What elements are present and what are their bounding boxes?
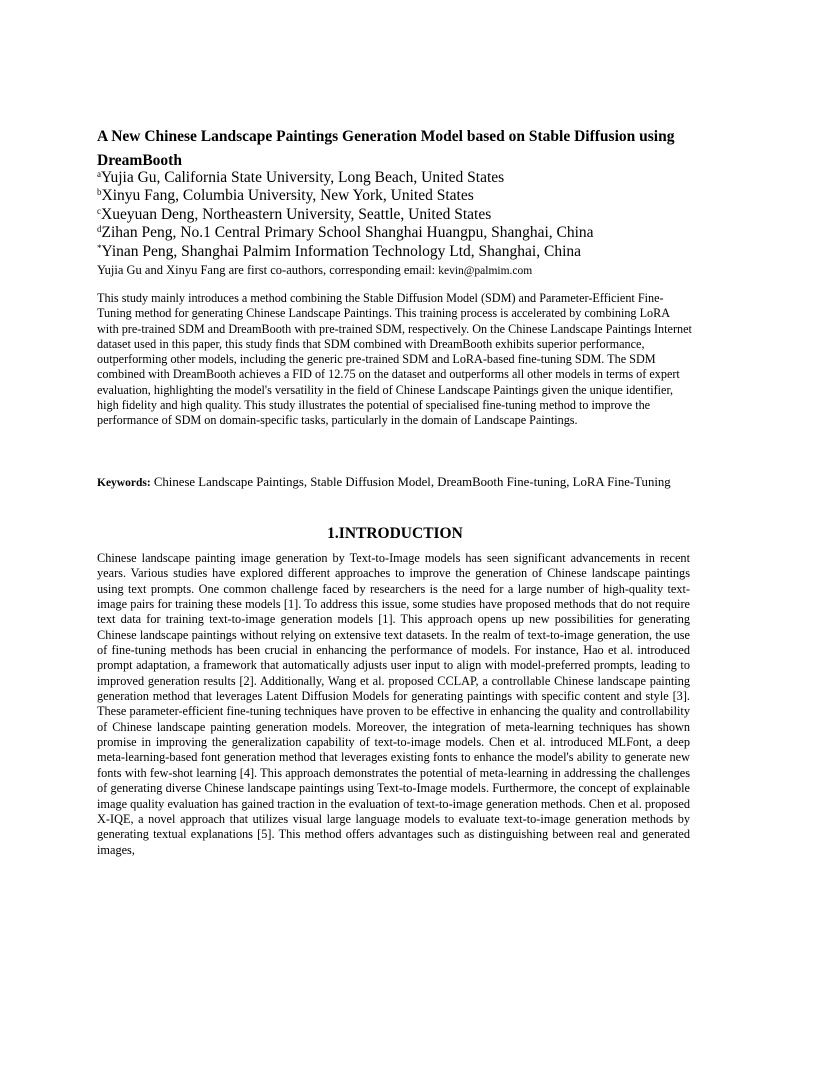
affiliation-marker: d bbox=[97, 224, 102, 235]
affiliation-marker: * bbox=[97, 242, 102, 253]
keywords-text: Chinese Landscape Paintings, Stable Diffusion Model, DreamBooth Fine-tuning, LoRA Fine-Tuning bbox=[153, 475, 671, 489]
author-text: Zihan Peng, No.1 Central Primary School Shanghai Huangpu, Shanghai, China bbox=[101, 224, 594, 242]
coauthor-note-text: Yujia Gu and Xinyu Fang are first co-authors, corresponding email: bbox=[97, 263, 439, 277]
author-text: Yujia Gu, California State University, Long Beach, United States bbox=[101, 169, 505, 186]
author-list bbox=[97, 169, 737, 261]
author-text: Xueyuan Deng, Northeastern University, Seattle, United States bbox=[101, 205, 492, 223]
coauthor-note bbox=[97, 261, 737, 280]
author-affiliation bbox=[97, 169, 737, 187]
author-affiliation bbox=[97, 206, 737, 224]
abstract: This study mainly introduces a method combining the Stable Diffusion Model (SDM) and Parameter-Efficient Fine-Tuning method for generating Chinese Landscape Paintings. This training process is accelerated by combining LoRA with pre-trained SDM and DreamBooth with pre-trained SDM, respectively. On the Chinese Landscape Paintings Internet dataset used in this paper, this study finds that SDM combined with DreamBooth exhibits superior performance, outperforming other models, including the generic pre-trained SDM and LoRA-based fine-tuning SDM. The SDM combined with DreamBooth achieves a FID of 12.75 on the dataset and outperforms all other models in terms of expert evaluation, highlighting the model's versatility in the field of Chinese Landscape Paintings given the unique identifier, high fidelity and high quality. This study illustrates the potential of specialised fine-tuning method to improve the performance of SDM on domain-specific tasks, particularly in the domain of Landscape Paintings. bbox=[97, 291, 692, 428]
keywords-label: Keywords: bbox=[97, 477, 151, 489]
section-heading: 1.INTRODUCTION bbox=[327, 525, 463, 542]
affiliation-marker: b bbox=[97, 187, 102, 198]
affiliation-marker: a bbox=[97, 169, 101, 179]
author-text: Yinan Peng, Shanghai Palmim Information Technology Ltd, Shanghai, China bbox=[101, 242, 582, 260]
keywords bbox=[97, 473, 693, 492]
author-affiliation bbox=[97, 224, 737, 242]
affiliation-marker: c bbox=[97, 205, 101, 216]
author-text: Xinyu Fang, Columbia University, New York, United States bbox=[101, 187, 474, 205]
author-affiliation bbox=[97, 187, 737, 205]
author-affiliation bbox=[97, 243, 737, 261]
paper-title: A New Chinese Landscape Paintings Generation Model based on Stable Diffusion using DreamBooth bbox=[97, 128, 675, 169]
corresponding-email: kevin@palmim.com bbox=[438, 265, 533, 277]
introduction-paragraph: Chinese landscape painting image generation by Text-to-Image models has seen significant advancements in recent years. Various studies have explored different approaches to improve the generation of Chinese landscape paintings using text prompts. One common challenge faced by researchers is the need for a large number of high-quality text-image pairs for training these models [1]. To address this issue, some studies have proposed methods that do not require text data for training text-to-image generation models [1]. This approach opens up new possibilities for generating Chinese landscape paintings without relying on extensive text datasets. In the realm of text-to-image generation, the use of fine-tuning methods has been crucial in enhancing the performance of models. For instance, Hao et al. introduced prompt adaptation, a framework that automatically adjusts user input to align with model-preferred prompts, leading to improved generation results [2]. Additionally, Wang et al. proposed CCLAP, a controllable Chinese landscape painting generation method that leverages Latent Diffusion Models for generating paintings with specific content and style [3]. These parameter-efficient fine-tuning techniques have proven to be effective in enhancing the quality and controllability of Chinese landscape painting generation models. Moreover, the integration of meta-learning techniques has shown promise in improving the generalization capability of text-to-image models. Chen et al. introduced MLFont, a deep meta-learning-based font generation method that leverages existing fonts to enhance the model's ability to generate new fonts with few-shot learning [4]. This approach demonstrates the potential of meta-learning in addressing the challenges of generating diverse Chinese landscape paintings using Text-to-Image models. Furthermore, the concept of explainable image quality evaluation has gained traction in the evaluation of text-to-image generation methods. Chen et al. proposed X-IQE, a novel approach that utilizes visual large language models to evaluate text-to-image generation methods by generating textual explanations [5]. This method offers advantages such as distinguishing between real and generated images, bbox=[97, 551, 690, 857]
